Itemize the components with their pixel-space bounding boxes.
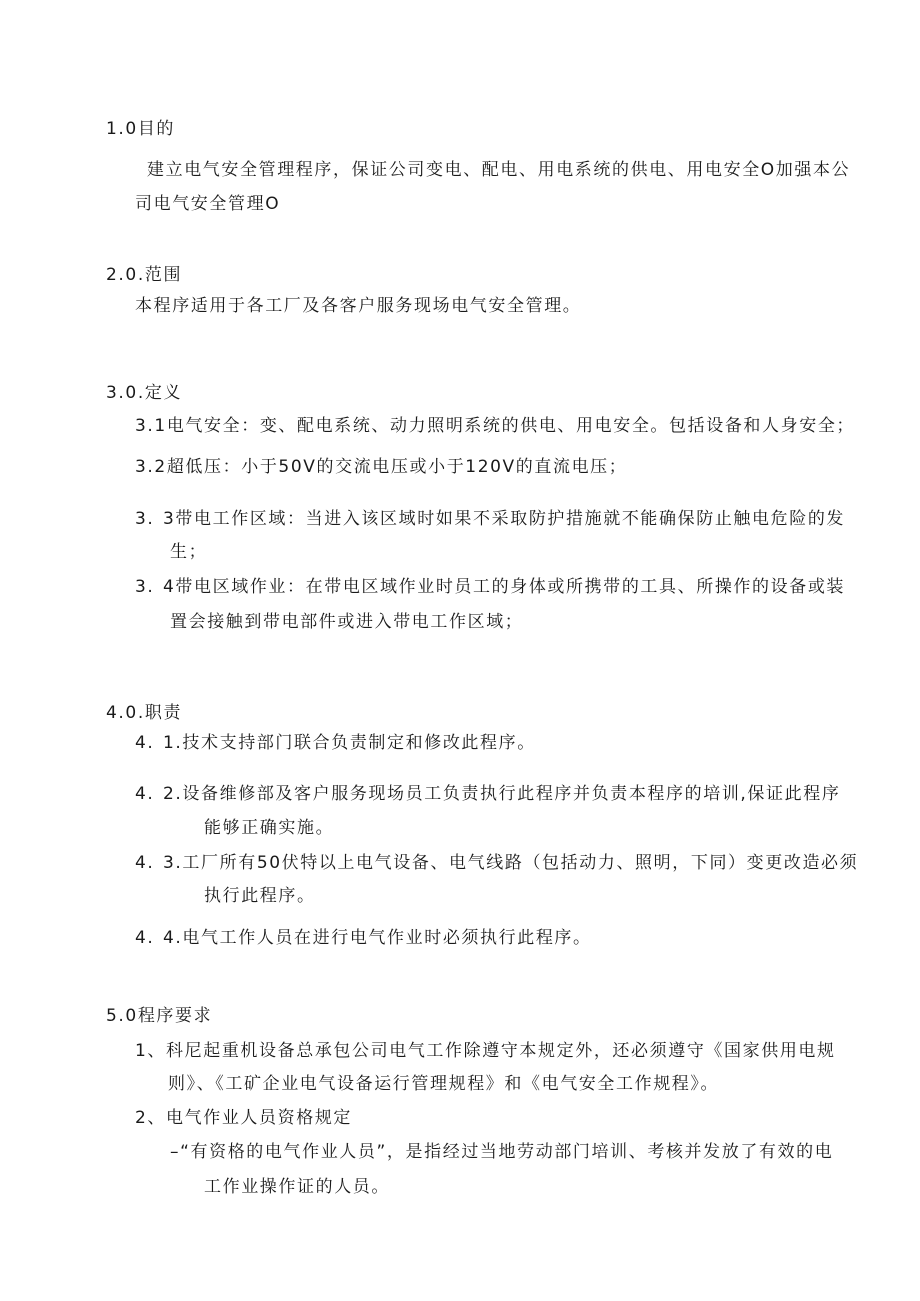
duty-4-2-number: 4. — [135, 784, 155, 804]
definition-3-3-line-2: 生； — [170, 542, 208, 562]
section-2-heading: 2.0.范围 — [106, 265, 183, 285]
duty-4-3-number: 4. — [135, 853, 155, 873]
section-5-heading: 5.0程序要求 — [106, 1006, 213, 1026]
section-2-paragraph: 本程序适用于各工厂及各客户服务现场电气安全管理。 — [135, 296, 582, 316]
section-4-heading: 4.0.职责 — [106, 703, 183, 723]
requirement-2-sub-line-1: –“有资格的电气作业人员”，是指经过当地劳动部门培训、考核并发放了有效的电 — [170, 1142, 834, 1162]
definition-3-4-number: 3. — [135, 577, 155, 597]
definition-3-4-line-2: 置会接触到带电部件或进入带电工作区域； — [170, 612, 524, 632]
requirement-2-line-1: 2、电气作业人员资格规定 — [135, 1108, 353, 1128]
section-1-paragraph-line-1: 建立电气安全管理程序，保证公司变电、配电、用电系统的供电、用电安全O加强本公 — [147, 160, 851, 180]
requirement-1-line-2: 则》、《工矿企业电气设备运行管理规程》和《电气安全工作规程》。 — [168, 1074, 720, 1094]
section-1-heading: 1.0目的 — [106, 119, 176, 139]
duty-4-2-line-2: 能够正确实施。 — [204, 818, 335, 838]
definition-3-3-number: 3. — [135, 509, 155, 529]
duty-4-4-line-1: 4.电气工作人员在进行电气作业时必须执行此程序。 — [163, 928, 592, 948]
section-1-paragraph-line-2: 司电气安全管理O — [135, 194, 281, 214]
requirement-1-line-1: 1、科尼起重机设备总承包公司电气工作除遵守本规定外，还必须遵守《国家供用电规 — [135, 1041, 836, 1061]
section-3-heading: 3.0.定义 — [106, 383, 183, 403]
requirement-2-sub-line-2: 工作业操作证的人员。 — [204, 1177, 390, 1197]
duty-4-2-line-1: 2.设备维修部及客户服务现场员工负责执行此程序并负责本程序的培训,保证此程序 — [163, 784, 841, 804]
duty-4-1-line-1: 1.技术支持部门联合负责制定和修改此程序。 — [163, 733, 536, 753]
definition-3-3-line-1: 3带电工作区域：当进入该区域时如果不采取防护措施就不能确保防止触电危险的发 — [163, 509, 846, 529]
definition-3-1: 3.1电气安全：变、配电系统、动力照明系统的供电、用电安全。包括设备和人身安全； — [135, 416, 856, 436]
definition-3-2: 3.2超低压：小于50V的交流电压或小于120V的直流电压； — [135, 457, 628, 477]
duty-4-3-line-1: 3.工厂所有50伏特以上电气设备、电气线路（包括动力、照明，下同）变更改造必须 — [163, 853, 859, 873]
duty-4-3-line-2: 执行此程序。 — [204, 886, 316, 906]
definition-3-4-line-1: 4带电区域作业：在带电区域作业时员工的身体或所携带的工具、所操作的设备或装 — [163, 577, 846, 597]
duty-4-4-number: 4. — [135, 928, 155, 948]
duty-4-1-number: 4. — [135, 733, 155, 753]
